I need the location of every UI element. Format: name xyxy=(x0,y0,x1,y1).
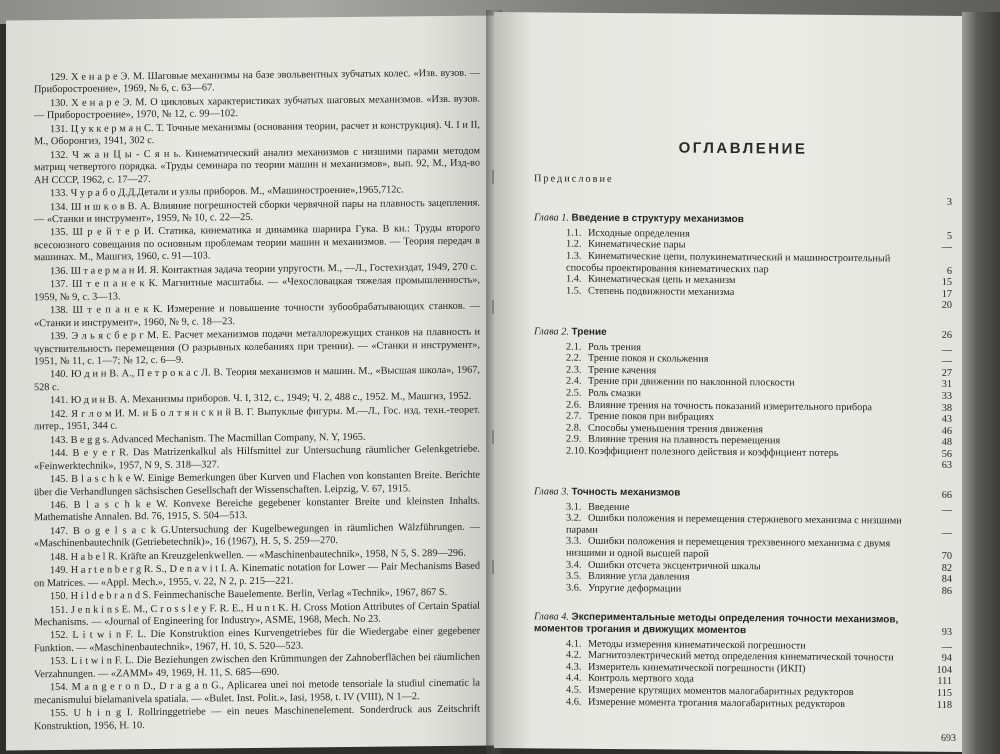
section-number: 3.5. xyxy=(566,570,582,582)
section-number: 1.2. xyxy=(566,238,582,251)
reference-entry: 134. Ш и ш к о в В. А. Влияние погрешностей сборки червячной пары на плавность зацепления. — «Станки и инструмент», 1959, № 10, с. 22—25. xyxy=(34,197,480,226)
toc-chapter-heading xyxy=(534,612,952,639)
table-of-contents xyxy=(494,12,964,723)
chapter-page: 66 xyxy=(941,489,952,502)
section-title: Трение качения xyxy=(588,364,657,377)
section-page: 48 xyxy=(941,437,952,449)
section-title: Степень подвижности механизма xyxy=(588,285,735,298)
section-page: 33 xyxy=(941,390,952,402)
section-title: Ошибки отсчета эксцентричной шкалы xyxy=(588,559,761,572)
reference-entry: 147. B o g e l s a c k G.Untersuchung der Kugelbewegungen in räumlichen Wälzführungen. — «Maschinenbautechnik (Getriebetechnik)», 16 (1967), H. 5, S. 259—270. xyxy=(34,521,480,550)
section-title: Введение xyxy=(588,501,630,513)
chapter-label: Глава 3. xyxy=(534,486,572,498)
section-number: 2.2. xyxy=(566,352,582,364)
chapter-label: Глава 4. xyxy=(534,611,572,624)
chapter-label: Глава 1. xyxy=(534,212,572,224)
section-page: 115 xyxy=(936,687,952,699)
section-title: Ошибки положения и перемещения трехзвенного механизма с двумя низшими и одной высшей парой xyxy=(566,536,891,560)
chapter-name: Трение xyxy=(571,326,607,338)
section-number: 3.1. xyxy=(566,501,582,513)
section-number: 4.3. xyxy=(566,661,582,673)
reference-entry: 145. B l a s c h k e W. Einige Bemerkungen über Kurven und Flachen von konstanten Breite. Berichte über die Verhandlungen sächsischen Gesellschaft der Wissenschaften. Leipzig, V. 67, 1915. xyxy=(34,469,480,498)
section-title: Трение покоя при вибрациях xyxy=(588,410,715,423)
section-page: 56 xyxy=(941,448,952,460)
section-title: Влияние трения на плавность перемещения xyxy=(588,434,781,447)
section-title: Трение при движении по наклонной плоскости xyxy=(588,376,795,389)
chapter-page: 93 xyxy=(941,626,952,638)
book-edge xyxy=(962,12,1000,754)
section-title: Измерение крутящих моментов малогабаритных редукторов xyxy=(588,684,854,699)
section-page: — xyxy=(941,641,952,653)
section-number: 4.4. xyxy=(566,672,582,685)
section-number: 2.3. xyxy=(566,364,582,376)
section-number: 4.2. xyxy=(566,649,582,661)
section-page: 82 xyxy=(941,562,952,574)
section-number: 2.8. xyxy=(566,422,582,434)
section-page: — xyxy=(941,527,952,539)
section-page: — xyxy=(941,344,952,356)
section-title: Упругие деформации xyxy=(588,582,682,595)
section-number: 1.1. xyxy=(566,227,582,239)
section-page: 27 xyxy=(941,367,952,379)
section-page: 43 xyxy=(941,413,952,426)
section-title: Роль трения xyxy=(588,341,641,353)
reference-entry: 140. Ю д и н В. А., П е т р о к а с Л. В. Теория механизмов и машин. М., «Высшая школа», 1967, 528 с. xyxy=(34,365,480,394)
reference-entry: 139. Э л ь я с б е р г М. Е. Расчет механизмов подачи металлорежущих станков на плавность и чувствительность перемещения (О разрывных колебаниях при трении). — «Станки и инструмент», 1951, № 11, с. 1—7; № 12, с. 6—9. xyxy=(34,326,480,368)
section-page: — xyxy=(941,355,952,368)
section-page: 111 xyxy=(937,676,952,688)
section-page: — xyxy=(941,242,952,254)
section-number: 2.6. xyxy=(566,399,582,411)
section-number: 2.1. xyxy=(566,341,582,353)
chapter-name: Точность механизмов xyxy=(571,486,681,499)
section-page: 86 xyxy=(941,585,952,597)
reference-entry: 144. B e y e r R. Das Matrizenkalkul als Hilfsmittel zur Untersuchung räumlicher Gelenkgetriebe. «Feinwerktechnik», 1957, N 9, S. 318—327. xyxy=(34,443,480,472)
reference-entry: 131. Ц у к к е р м а н С. Т. Точные механизмы (основания теории, расчет и конструкция). Ч. I и II, М., Оборонгиз, 1941, 302 с. xyxy=(34,119,480,148)
section-title: Коэффициент полезного действия и коэффициент потерь xyxy=(588,445,839,459)
section-page: 118 xyxy=(936,699,952,711)
section-title: Роль смазки xyxy=(588,387,642,400)
section-title: Влияние угла давления xyxy=(588,570,690,583)
right-page xyxy=(494,12,964,752)
toc-preface-page-row xyxy=(534,193,952,208)
section-page: 46 xyxy=(941,425,952,437)
section-page: 63 xyxy=(941,460,952,472)
toc-chapter-heading xyxy=(534,326,952,341)
section-page: 84 xyxy=(941,574,952,586)
chapter-name: Введение в структуру механизмов xyxy=(571,212,744,226)
section-title: Кинематическая цепь и механизм xyxy=(588,273,736,287)
section-page: 17 xyxy=(941,288,952,300)
section-page: 5 xyxy=(946,230,952,242)
section-title: Исходные определения xyxy=(588,227,690,240)
reference-entry: 129. Х е н а р е Э. М. Шаговые механизмы на базе эвольвентных зубчатых колес. «Изв. вузов. — Приборостроение», 1969, № 6, с. 63—67. xyxy=(34,67,480,96)
section-number: 3.3. xyxy=(566,536,582,548)
chapter-page: 26 xyxy=(941,329,952,341)
section-number: 4.1. xyxy=(566,638,582,650)
reference-entry: 146. B l a s c h k e W. Konvexe Bereiche gegebener konstanter Breite und kleinsten Inhalts. Mathematishe Annalen. Bd. 76, 1915, S. 504—513. xyxy=(34,495,480,524)
section-number: 4.5. xyxy=(566,684,582,696)
section-number: 2.9. xyxy=(566,433,582,445)
section-title: Способы уменьшения трения движения xyxy=(588,422,763,435)
bibliography-list xyxy=(6,15,494,733)
reference-entry: 149. H a r t e n b e r g R. S., D e n a v i t I. A. Kinematic notation for Lower — Pair Mechanisms Based on Matrices. — «Appl. Mech.», 1955, v. 22, N 2, p. 215—221. xyxy=(34,560,480,589)
section-title: Ошибки положения и перемещения стержневого механизма с низшими парами xyxy=(566,513,902,536)
reference-entry: 136. Ш т а е р м а н И. Я. Контактная задача теории упругости. М., —Л., Гостехиздат, 1949, 270 с. xyxy=(50,261,478,277)
reference-entry: 137. Ш т е п а н е к К. Магнитные масштабы. — «Чехословацкая тяжелая промышленность», 1959, № 9, с. 3—13. xyxy=(34,274,480,303)
section-page: — xyxy=(941,504,952,516)
section-number: 3.4. xyxy=(566,559,582,571)
reference-entry: 133. Ч у р а б о Д.Д.Детали и узлы приборов. М., «Машиностроение»,1965,712с. xyxy=(50,184,404,200)
section-page: 15 xyxy=(941,277,952,289)
left-page xyxy=(6,15,494,750)
preface-label: Предисловие xyxy=(534,173,614,185)
section-number: 2.4. xyxy=(566,375,582,388)
toc-preface xyxy=(534,173,952,188)
reference-entry: 148. H a b e l R. Kräfte an Kreuzgelenkwellen. — «Maschinenbautechnik», 1958, N 5, S. 289—296. xyxy=(50,547,466,563)
section-title: Кинематические цепи, полукинематический и машиностроительный способы проектирования кинематических пар xyxy=(566,250,891,275)
section-page: 38 xyxy=(941,402,952,414)
reference-entry: 142. Я г л о м И. М. и Б о л т я н с к и й В. Г. Выпуклые фигуры. М.—Л., Гос. изд. техн.-теорет. литер., 1951, 344 с. xyxy=(34,404,480,433)
reference-entry: 152. L i t w i n F. L. Die Konstruktion eines Kurvengetriebes für die Wiedergabe einer gegebener Funktion. — «Maschinenbautechnik», 1967, H. 10, S. 520—523. xyxy=(34,626,480,655)
section-number: 1.4. xyxy=(566,273,582,285)
section-page: 6 xyxy=(946,265,952,277)
section-page: 94 xyxy=(941,653,952,665)
page-number: 693 xyxy=(941,732,956,744)
section-number: 2.10. xyxy=(566,445,587,457)
section-title: Влияние трения на точность показаний измерительного прибора xyxy=(588,399,872,413)
toc-title: ОГЛАВЛЕНИЕ xyxy=(678,139,808,158)
reference-entry: 130. Х е н а р е Э. М. О цикловых характеристиках зубчатых шаговых механизмов. «Изв. вузов. — Приборостроение», 1970, № 12, с. 99—102. xyxy=(34,93,480,122)
section-title: Измерение момента трогания малогабаритных редукторов xyxy=(588,696,846,710)
reference-entry: 155. U h i n g I. Rollringgetriebe — ein neues Maschinenelement. Sonderdruck aus Zeitschrift Konstruktion, 1956, H. 10. xyxy=(34,703,480,732)
reference-entry: 154. M a n g e r o n D., D r a g a n G., Aplicarea unei noi metode tensoriale la studiul cinematic la mecanismului bielamanivela spatiala. — «Bulet. Inst. Polit.», Iasi, 1958, t. IV (VIII), N 1—2. xyxy=(34,677,480,707)
chapter-name: Экспериментальные методы определения точности механизмов, моментов трогания и движущих моментов xyxy=(534,612,899,637)
toc-chapter-heading xyxy=(534,212,952,227)
chapter-label: Глава 2. xyxy=(534,326,572,338)
section-number: 1.5. xyxy=(566,285,582,297)
section-number: 4.6. xyxy=(566,696,582,708)
section-title: Трение покоя и скольжения xyxy=(588,352,709,365)
preface-page: 3 xyxy=(946,196,952,208)
reference-entry: 151. J e n k i n s E. M., C r o s s l e y F. R. E., H u n t K. H. Cross Motion Attributes of Certain Spatial Mechanisms. — «Journal of Engineering for Industry», ASME, 1968, Mech. No 23. xyxy=(34,600,480,629)
section-number: 3.6. xyxy=(566,582,582,594)
toc-chapter-heading xyxy=(534,486,952,501)
reference-entry: 143. B e g g s. Advanced Mechanism. The Macmillan Company, N. Y, 1965. xyxy=(50,431,366,446)
section-number: 3.2. xyxy=(566,512,582,524)
reference-entry: 153. L i t w i n F. L. Die Beziehungen zwischen den Krümmungen der Zahnoberflächen bei räumlichen Verzahnungen. — «ZAMM» 49, 1969, H. 11, S. 685—690. xyxy=(34,651,480,681)
reference-entry: 138. Ш т е п а н е к К. Измерение и повышение точности зубообрабатывающих станков. — «Станки и инструмент», 1960, № 9, с. 18—23. xyxy=(34,300,480,329)
section-number: 2.7. xyxy=(566,410,582,422)
section-number: 1.3. xyxy=(566,250,582,262)
section-page: 20 xyxy=(941,300,952,312)
section-title: Магнитоэлектрический метод определения кинематической точности xyxy=(588,649,894,664)
section-page: 70 xyxy=(941,550,952,562)
section-title: Измеритель кинематической погрешности (ИКП) xyxy=(588,661,806,675)
reference-entry: 141. Ю д и н В. А. Механизмы приборов. Ч. I, 312, с., 1949; Ч. 2, 488 с., 1952. М., Машгиз, 1952. xyxy=(50,391,472,407)
reference-entry: 132. Ч ж а н Ц ы - С я н ь. Кинематический анализ механизмов с низшими парами методом матриц четвертого порядка. «Труды семинара по теории машин и механизмов», вып. 92, М., Изд-во АН СССР, 1962, с. 17—27. xyxy=(34,145,480,186)
section-page: 31 xyxy=(941,379,952,391)
section-page: 104 xyxy=(936,664,952,676)
reference-entry: 135. Ш р е й т е р И. Статика, кинематика и динамика шарнира Гука. В кн.: Труды второго всесоюзного совещания по основным проблемам теории машин и механизмов. — Теория передач в машинах. М., Машгиз, 1960, с. 91—103. xyxy=(34,223,480,264)
section-title: Методы измерения кинематической погрешности xyxy=(588,638,806,652)
section-title: Кинематические пары xyxy=(588,239,686,251)
section-number: 2.5. xyxy=(566,387,582,399)
section-title: Контроль мертвого хода xyxy=(588,673,694,686)
reference-entry: 150. H i l d e b r a n d S. Feinmechanische Bauelemente. Berlin, Verlag «Technik», 1967, 867 S. xyxy=(50,587,448,603)
toc-chapters xyxy=(534,212,952,723)
